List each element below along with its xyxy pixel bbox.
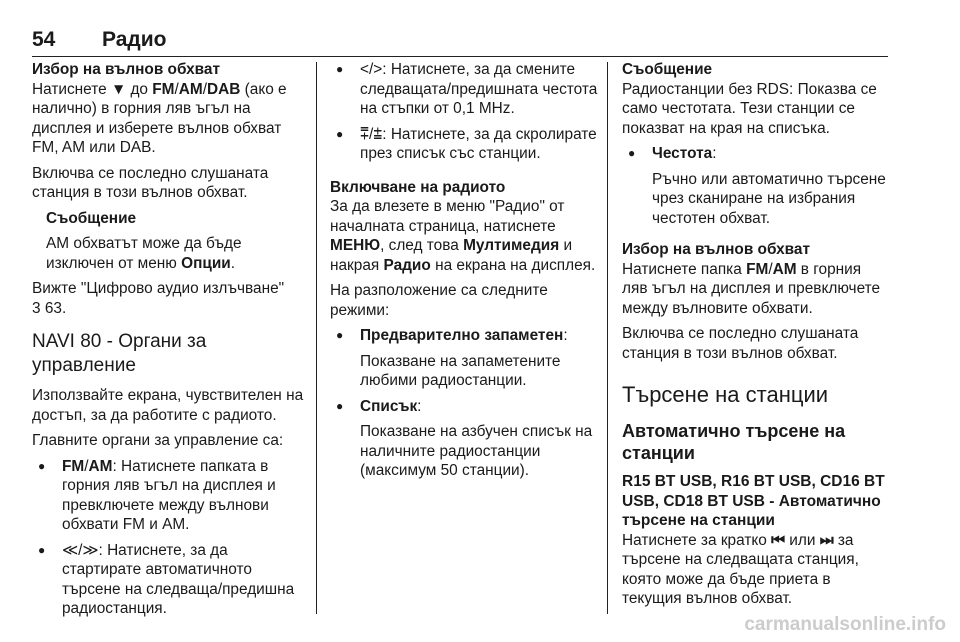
list-item: ● </>: Натиснете, за да смените следващата/предишната честота на стъпки от 0,1 MHz. — [330, 60, 598, 119]
paragraph: За да влезете в меню "Радио" от началната страница, натиснете МЕНЮ, след това Мултимедия и накрая Радио на екрана на дисплея. — [330, 198, 596, 274]
paragraph: Използвайте екрана, чувствителен на достъп, за да работите с радиото. — [32, 387, 304, 424]
reference-arrow-icon: 3 — [32, 299, 41, 317]
paragraph: На разположение са следните режими: — [330, 282, 548, 319]
paragraph: Натиснете папка FM/AM в горния ляв ъгъл на дисплея и превключете между вълновите обхвати. — [622, 260, 881, 317]
note-heading: Съобщение — [622, 61, 713, 78]
heading-station-search: Търсене на станции — [622, 382, 829, 407]
paragraph: Включва се последно слушаната станция в този вълнов обхват. — [32, 164, 269, 201]
page-header — [32, 28, 167, 52]
paragraph: Натиснете за кратко ⏮ или ⏭ за търсене на следващата станция, която може да бъде приета в текущия вълнов обхват. — [622, 531, 859, 607]
note-text: AM обхватът може да бъде изключен от меню Опции. — [46, 235, 242, 272]
heading-models: R15 BT USB, R16 BT USB, CD16 BT USB, CD18 BT USB - Автоматично търсене на станции — [622, 473, 885, 529]
page-number: 54 — [32, 28, 56, 51]
paragraph: Натиснете ▼ до FM/AM/DAB (ако е налично) в горния ляв ъгъл на дисплея и изберете вълнов обхват FM, AM или DAB. — [32, 80, 287, 156]
step-icon: </> — [360, 61, 383, 78]
down-arrow-icon: ▼ — [110, 80, 127, 98]
next-track-icon: ⏭ — [819, 531, 834, 549]
scroll-icon: ⩱/⩲ — [360, 125, 383, 143]
page-title: Радио — [102, 28, 167, 51]
column-1 — [32, 60, 304, 625]
list-item: ● Предварително запаметен: — [330, 326, 598, 346]
header-rule — [32, 56, 888, 57]
column-2 — [330, 60, 598, 487]
column-divider-2 — [607, 62, 608, 614]
note-heading: Съобщение — [46, 209, 137, 227]
paragraph: Включва се последно слушаната станция в този вълнов обхват. — [622, 325, 859, 362]
column-divider-1 — [316, 62, 317, 614]
paragraph: Главните органи за управление са: — [32, 432, 284, 449]
previous-track-icon: ⏮ — [771, 531, 785, 549]
note-text: Радиостанции без RDS: Показва се само честотата. Тези станции се показват на края на списъка. — [622, 80, 877, 137]
list-item: ● FM/AM: Натиснете папката в горния ляв ъгъл на дисплея и превключете между вълнови обхвати FM и AM. — [32, 457, 304, 535]
heading-navi80: NAVI 80 - Органи за управление — [32, 331, 207, 376]
heading-band-select: Избор на вълнов обхват — [32, 61, 220, 78]
list-item-text: Показване на азбучен списък на наличните радиостанции (максимум 50 станции). — [360, 423, 593, 479]
list-item: ● Списък: — [330, 397, 598, 417]
list-item: ● Честота: — [622, 144, 890, 164]
watermark: carmanualsonline.info — [744, 614, 946, 635]
list-item-text: Ръчно или автоматично търсене чрез сканиране на избрания честотен обхват. — [652, 170, 886, 227]
heading-auto-search: Автоматично търсене на станции — [622, 421, 846, 463]
column-3 — [622, 60, 890, 615]
heading-radio-on: Включване на радиото — [330, 178, 506, 196]
heading-band-select: Избор на вълнов обхват — [622, 241, 810, 258]
cross-reference: Вижте "Цифрово аудио излъчване" 3 63. — [32, 280, 285, 317]
list-item: ● ⩱/⩲: Натиснете, за да скролирате през списък със станции. — [330, 125, 598, 164]
seek-icon: ≪/≫ — [62, 541, 99, 559]
list-item-text: Показване на запаметените любими радиостанции. — [360, 352, 561, 389]
list-item: ● ≪/≫: Натиснете, за да стартирате автоматичното търсене на следваща/предишна радиостанция. — [32, 541, 304, 619]
